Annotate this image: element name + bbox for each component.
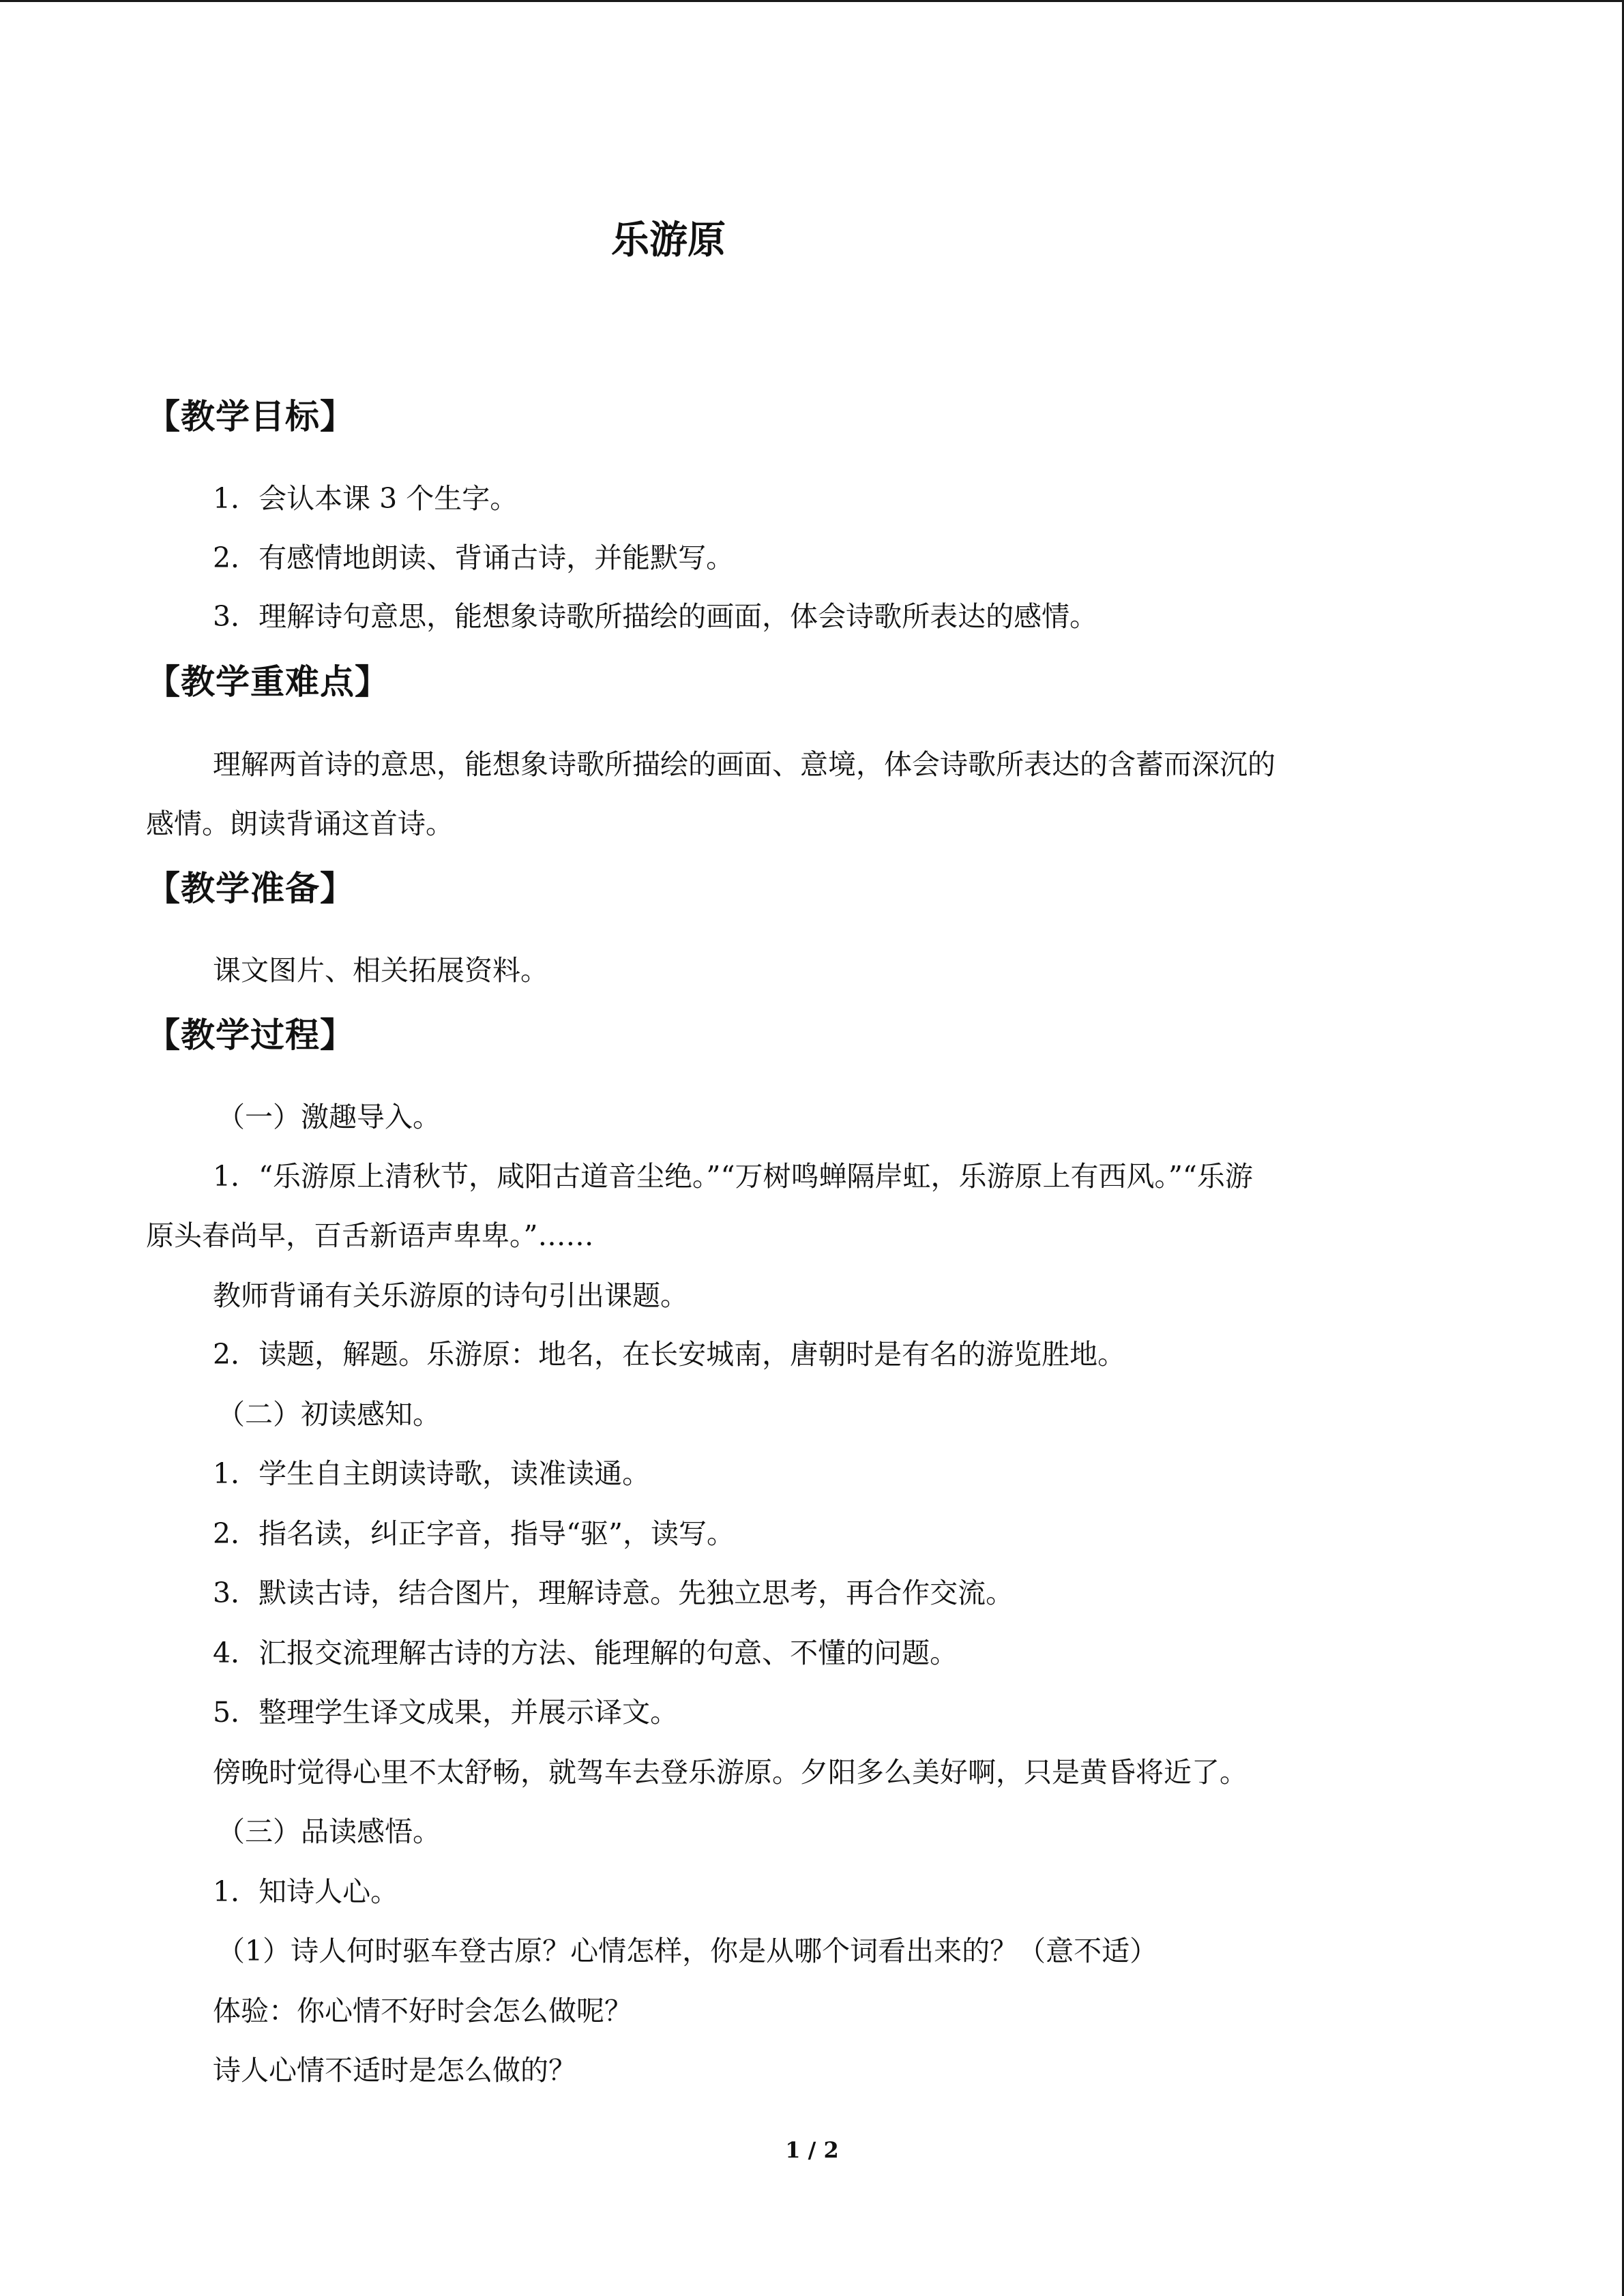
- process-line: 傍晚时觉得心里不太舒畅，就驾车去登乐游原。夕阳多么美好啊，只是黄昏将近了。: [213, 1756, 1247, 1789]
- document-title: 乐游原: [611, 218, 726, 263]
- process-line: 1．“乐游原上清秋节，咸阳古道音尘绝。”“万树鸣蝉隔岸虹，乐游原上有西风。”“乐游: [213, 1160, 1253, 1193]
- process-line: （三）品读感悟。: [217, 1815, 441, 1848]
- process-line: 2．指名读，纠正字音，指导“驱”，读写。: [213, 1517, 735, 1550]
- process-line: 原头春尚早，百舌新语声卑卑。”……: [146, 1219, 594, 1252]
- goal-item: 3．理解诗句意思，能想象诗歌所描绘的画面，体会诗歌所表达的感情。: [213, 600, 1098, 633]
- process-line: 2．读题，解题。乐游原：地名，在长安城南，唐朝时是有名的游览胜地。: [213, 1338, 1126, 1371]
- heading-teaching-process: 【教学过程】: [146, 1015, 355, 1055]
- goal-item: 1．会认本课 3 个生字。: [213, 482, 518, 515]
- process-line: 4．汇报交流理解古诗的方法、能理解的句意、不懂的问题。: [213, 1637, 958, 1669]
- process-line: 体验：你心情不好时会怎么做呢？: [213, 1995, 632, 2027]
- heading-key-points: 【教学重难点】: [146, 662, 389, 702]
- process-line: 1．知诗人心。: [213, 1875, 399, 1908]
- key-points-text: 理解两首诗的意思，能想象诗歌所描绘的画面、意境，体会诗歌所表达的含蓄而深沉的: [213, 748, 1275, 781]
- process-line: （1）诗人何时驱车登古原？心情怎样，你是从哪个词看出来的？（意不适）: [217, 1935, 1158, 1967]
- goal-item: 2．有感情地朗读、背诵古诗，并能默写。: [213, 541, 735, 574]
- process-line: 诗人心情不适时是怎么做的？: [213, 2054, 576, 2087]
- key-points-text: 感情。朗读背诵这首诗。: [146, 807, 454, 840]
- preparation-text: 课文图片、相关拓展资料。: [213, 954, 548, 987]
- process-line: 1．学生自主朗读诗歌，读准读通。: [213, 1457, 651, 1490]
- process-line: 教师背诵有关乐游原的诗句引出课题。: [213, 1279, 688, 1312]
- process-line: （二）初读感知。: [217, 1398, 441, 1431]
- process-line: 3．默读古诗，结合图片，理解诗意。先独立思考，再合作交流。: [213, 1577, 1014, 1609]
- process-line: （一）激趣导入。: [217, 1101, 441, 1133]
- page-number: 1 / 2: [785, 2137, 839, 2163]
- heading-teaching-goals: 【教学目标】: [146, 397, 355, 436]
- process-line: 5．整理学生译文成果，并展示译文。: [213, 1696, 679, 1729]
- heading-preparation: 【教学准备】: [146, 869, 355, 908]
